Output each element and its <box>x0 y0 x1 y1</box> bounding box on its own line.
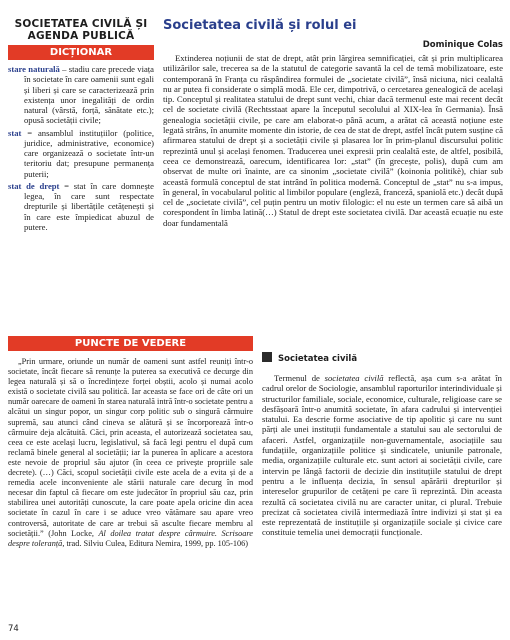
sidebar-title <box>8 18 154 42</box>
dictionary-banner: DICȚIONAR <box>8 45 154 60</box>
quote-source-tail: , trad. Silviu Culea, Editura Nemira, 1999, pp. 105-106) <box>62 538 249 548</box>
dictionary-term: stat de drept <box>8 180 60 191</box>
civil-society-heading <box>262 352 502 364</box>
page-number: 74 <box>8 624 19 634</box>
viewpoints-banner: PUNCTE DE VEDERE <box>8 336 253 351</box>
civil-society-heading-text: Societatea civilă <box>278 354 358 364</box>
civil-society-body <box>262 373 502 538</box>
dictionary-entry <box>8 128 154 179</box>
civil-society-term: societatea civilă <box>324 373 384 383</box>
article-body: Extinderea noțiunii de stat de drept, atât prin lărgirea semnificației, cât și prin multiplicarea utilizărilor sale, trecerea sa de la statutul de categorie savantă la cel de temă mobilizatoare, este contemporană în Franța cu răspândirea formulei de „societate civilă”, însă niciuna, nici cealaltă nu ar putea fi considerate o simplă modă. Ele cer, dimpotrivă, o cercetarea genealogică de același tip. Conceptul și realitatea statului de drept sunt vechi, chiar dacă termenul este mai recent decât cel de societate civilă (Rechtsstaat apare la începutul secolului al XIX-lea în Germania). Însă genealogia societății civile, pe care am elaborat-o până acum, a arătat că această noțiune este legată strâns, în anumite momente din istorie, de cea de stat de drept, astfel încât putem susține că afirmarea statului de drept și a societății civile și plasarea lor în prim-planul discursului politic reprezintă unul și același fenomen. Traducerea unei expresii prin cealaltă este, de altfel, posibilă, ceea ce demonstrează, oarecum, identificarea lor: „stat” (în grecește, polis), după cum am observat de multe ori înainte, are ca sinonim „societate civilă” (koinonia politikè), chiar sub această formulă conceptul de stat intrând în politica modernă. Conceptul de „stat” nu s-a impus, în general, în vocabularul politic al limbilor populare (engleză, franceză, spaniolă etc.) decât după cel de „societate civilă”, cel puțin pentru un motiv filologic: el nu este un termen care să aibă un corespondent în limba latină(…) Statul de drept este societatea civilă. Dar această ecuație nu este doar fundamentală <box>163 53 503 228</box>
dictionary-entry <box>8 181 154 232</box>
square-bullet-icon <box>262 352 272 362</box>
sidebar-title-line-1: SOCIETATEA CIVILĂ ȘI <box>14 18 148 30</box>
quote-source-title: Al doilea tratat despre cârmuire. Scrisoare despre toleranță <box>8 528 253 548</box>
dictionary-sidebar <box>8 18 154 234</box>
civil-society-text-after: reflectă, așa cum s-a arătat în cadrul orelor de Sociologie, ansamblul raporturilor interindividuale și structurilor familiale, sociale, economice, culturale, religioase care se desfășoară într-o anumită societate, în afara cadrului și intervenției statului. Ea descrie forme asociative de tip apolitic și care nu sunt părți ale unei instituții fundamentale a statului sau ale sectorului de afaceri. Astfel, organizațiile non-guvernamentale, asociațiile sau fundațiile, organizațiile politice și sindicatele, uniunile patronale, media, organizațiile culturale etc. sunt actori ai societății civile, care intervin pe lângă factorii de decizie din instituțiile statului de drept pentru a le influența decizia, în sensul apărării drepturilor și intereselor grupurilor de cetățeni pe care îi reprezintă. Din aceasta rezultă că societatea civilă nu are caracter unitar, ci plural. Trebuie precizat că societatea civilă intermediază între indivizi și stat și ea este reprezentată de instituțiile și organizațiile sociale și civice care constituie temelia unei democrații funcționale. <box>262 373 502 538</box>
article-column <box>163 18 503 228</box>
civil-society-text-before: Termenul de <box>274 373 325 383</box>
article-author: Dominique Colas <box>422 40 503 50</box>
sidebar-title-line-2: AGENDA PUBLICĂ <box>27 30 135 42</box>
dictionary-definition: – stadiu care precede viața în societate în care oamenii sunt egali și liberi și care se caracterizează prin existența unor inegalități de ordin natural (vârstă, forță, sănătate etc.); opusă societății civile; <box>24 64 154 126</box>
dictionary-term: stat <box>8 127 22 138</box>
dictionary-definition: = ansamblul instituțiilor (politice, juridice, administrative, economice) care organizează o societate într-un teritoriu dat; presupune permanența puterii; <box>21 127 154 179</box>
quote-body: „Prin urmare, oriunde un număr de oameni sunt astfel reuniți într-o societate, încât fiecare să renunțe la puterea sa executivă ce decurge din legea naturală și să o încredințeze forței obștii, acolo și numai acolo există o societate civilă sau politică. Iar aceasta se face ori de câte ori un număr oarecare de oameni în starea naturală intră într-o societate pentru a alcătui un singur popor, un singur corp politic sub o singură cârmuire supremă, sau atunci când cineva se alătură și se încorporează într-o cârmuire deja alcătuită. Căci, prin aceasta, el autorizează societatea sau, ceea ce este același lucru, legislativul, să facă legi pentru el după cum reclamă binele general al societății; iar la punerea în aplicare a acestora este nevoie de propriul său ajutor (în ceea ce privește propriile sale decrete). (…) Căci, scopul societății civile este acela de a evita și de a remedia acele inconveniente ale stării naturale care decurg în mod necesar din faptul că fiecare om este judecător în propriul său caz, prin stabilirea unei autorități cunoscute, la care poate apela oricine din acea societate în cazul în care i se aduce vreo vătămare sau apare vreo controversă, autoritate de care ar trebui să asculte fiecare membru al societății.” (John Locke, <box>8 357 253 538</box>
dictionary-term: stare naturală <box>8 64 60 74</box>
viewpoints-quote <box>8 357 253 549</box>
article-title: Societatea civilă și rolul ei <box>163 18 357 33</box>
dictionary-entry <box>8 64 154 126</box>
dictionary-entries <box>8 64 154 232</box>
dictionary-definition: = stat în care domnește legea, în care sunt respectate drepturile și libertățile cetățenești și în care este împiedicat abuzul de putere. <box>24 180 154 232</box>
